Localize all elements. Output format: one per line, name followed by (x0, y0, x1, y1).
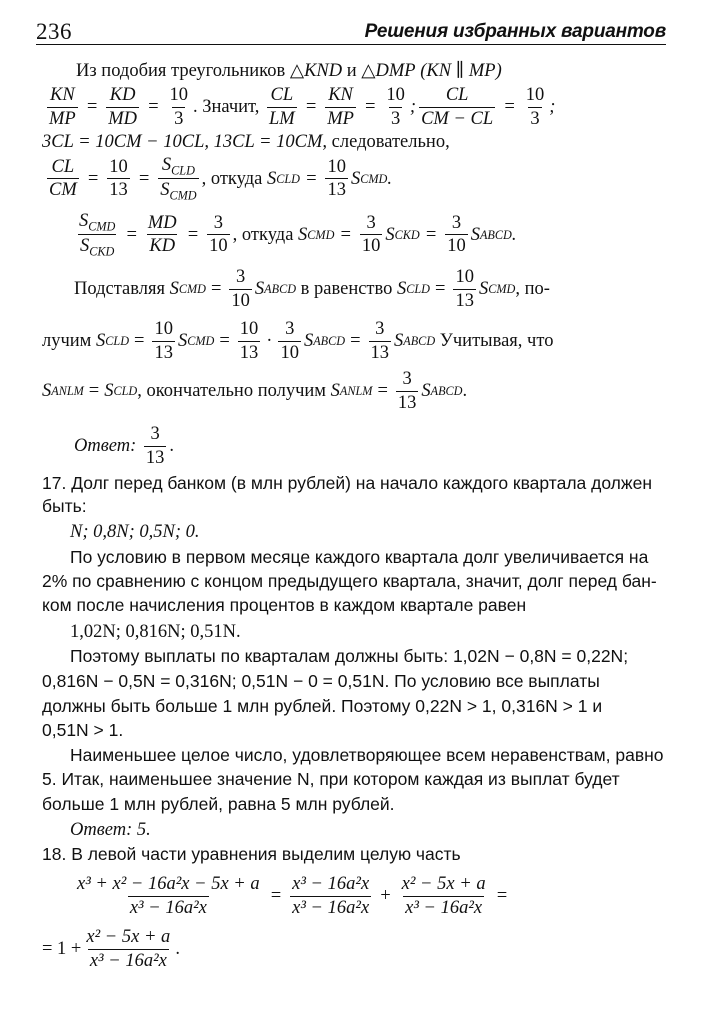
p18-line-3: = 1 + $\frac{\text{x² − 5x + a}}{\text{x³ − 16a²x}}$ . (42, 927, 180, 971)
numerator: 3 (451, 212, 462, 233)
denominator: CM − CL (421, 108, 494, 129)
p16-line-6: Подставляя S CMD = $\frac{3}{10}$ S ABCD в равенство S CLD = $\frac{10}{13}$ S CMD , по- (74, 267, 550, 311)
p16-line-4: $\frac{CL}{CM}$ = $\frac{10}{13}$ = $S_{CLD}$ $S_{CMD}$ , откуда S CLD = $\frac{10}{13}$ S CMD . (49, 155, 392, 203)
numerator: 10 (169, 85, 188, 105)
numerator: x² − 5x + a (401, 874, 486, 894)
text: Учитывая, что (439, 330, 554, 351)
text: в равенство (300, 278, 393, 299)
denominator: LM (269, 108, 295, 129)
answer-label: Ответ: (74, 435, 137, 456)
fraction (84, 928, 172, 970)
numerator: 3 (366, 212, 376, 233)
text: , откуда (232, 224, 294, 245)
fraction (267, 86, 297, 128)
triangle-dmp: △DMP (361, 61, 416, 81)
numerator: x³ + x² − 16a²x − 5x + a (77, 874, 260, 894)
denominator: $S_{CMD}$ (160, 180, 197, 203)
denominator: 13 (397, 392, 417, 413)
denominator: 3 (530, 108, 540, 129)
fraction (47, 158, 79, 200)
text: , окончательно получим (137, 380, 327, 401)
numerator: 10 (154, 319, 173, 339)
p17-line-11: 0,51N > 1. (42, 720, 124, 740)
page-number: 236 (36, 19, 72, 44)
denominator: 13 (327, 180, 346, 201)
denominator: 13 (145, 447, 165, 468)
numerator: CL (51, 156, 75, 177)
text: и (346, 61, 357, 81)
denominator: 13 (239, 342, 259, 363)
denominator: x³ − 16a²x (292, 897, 370, 918)
numerator: 10 (239, 319, 259, 339)
denominator: 13 (455, 290, 474, 311)
fraction (325, 158, 348, 200)
numerator: $S_{CMD}$ (79, 211, 116, 234)
p17-line-7: 1,02N; 0,816N; 0,51N. (70, 622, 241, 642)
denominator: $S_{CKD}$ (80, 236, 115, 259)
page-header (36, 14, 666, 45)
numerator: CL (270, 85, 294, 105)
fraction (152, 320, 175, 362)
p17-line-2: быть: (42, 496, 87, 516)
p17-line-13: 5. Итак, наименьшее значение N, при котором каждая из выплат будет (42, 769, 620, 789)
numerator: MD (147, 212, 177, 233)
denominator: 13 (370, 342, 390, 363)
running-title: Решения избранных вариантов (364, 21, 666, 42)
text: лучим (42, 330, 92, 351)
fraction (158, 156, 198, 202)
numerator: 3 (150, 424, 160, 444)
text: = 1 + (42, 938, 82, 959)
numerator: 10 (386, 85, 405, 105)
fraction (107, 158, 130, 200)
p17-line-9: 0,816N − 0,5N = 0,316N; 0,51N − 0 = 0,51N. По условию все выплаты (42, 671, 600, 691)
denominator: 10 (361, 236, 381, 257)
numerator: KD (109, 85, 136, 105)
fraction (106, 86, 139, 128)
p16-answer: Ответ: $\frac{3}{13}$ . (74, 424, 174, 468)
fraction (167, 86, 190, 128)
fraction (325, 86, 356, 128)
fraction (290, 875, 371, 917)
numerator: 3 (285, 319, 295, 339)
fraction (278, 320, 301, 362)
fraction (229, 268, 252, 310)
p17-line-10: должны быть больше 1 млн рублей. Поэтому 0,22N > 1, 0,316N > 1 и (42, 696, 603, 716)
p17-answer: Ответ: 5. (70, 820, 151, 840)
fraction (524, 86, 547, 128)
numerator: KN (328, 85, 353, 105)
denominator: 3 (174, 108, 184, 129)
denominator: 10 (280, 342, 299, 363)
p16-line-7: лучим S CLD = $\frac{10}{13}$ S CMD = $\frac{10}{13}$ · $\frac{3}{10}$ S ABCD = $\frac{3}{13}$ S ABCD Учитывая, что (42, 319, 554, 363)
numerator: x³ − 16a²x (292, 874, 370, 894)
numerator: KN (50, 85, 75, 105)
denominator: x³ − 16a²x (405, 897, 483, 918)
p16-line-2: $\frac{KN}{MP}$ = $\frac{KD}{MD}$ = $\frac{10}{3}$ . Значит, $\frac{CL}{LM}$ = $\frac{KN}{MP}$ = $\frac{10}{3}$ ; $\frac{CL}{CM - CL}$ = $\frac{10}{3}$ ; (49, 85, 556, 129)
fraction (360, 214, 383, 256)
fraction (238, 320, 261, 362)
numerator: 3 (213, 212, 223, 233)
numerator: 10 (327, 156, 346, 177)
numerator: 10 (525, 85, 545, 105)
denominator: 13 (154, 342, 173, 363)
p18-line-2: $\frac{\text{x³ + x² − 16a²x − 5x + a}}{\text{x³ − 16a²x}}$ = $\frac{\text{x³ − 16a²x}}{\text{x³ − 16a²x}}$ + $\frac{\text{x² − 5x + a}}{\text{x³ − 16a²x}}$ = (77, 874, 509, 918)
fraction (75, 875, 262, 917)
p16-line-1 (76, 62, 502, 81)
fraction (47, 86, 78, 128)
p18-line-1: 18. В левой части уравнения выделим целую часть (42, 844, 461, 864)
text: Подставляя (74, 278, 165, 299)
numerator: 3 (402, 369, 412, 389)
denominator: CM (49, 180, 77, 201)
triangle-knd: △KND (289, 61, 343, 81)
numerator: 10 (455, 267, 474, 287)
numerator: 10 (109, 156, 128, 177)
fraction (146, 214, 179, 256)
p17-line-5: 2% по сравнению с концом предыдущего квартала, значит, долг перед бан- (42, 571, 657, 591)
numerator: $S_{CLD}$ (161, 155, 195, 178)
denominator: x³ − 16a²x (89, 950, 167, 971)
p16-line-3 (42, 133, 450, 152)
denominator: 3 (391, 108, 401, 129)
p17-line-6: ком после начисления процентов в каждом квартале равен (42, 595, 527, 615)
p17-line-4: По условию в первом месяце каждого квартала долг увеличивается на (70, 547, 649, 567)
fraction (400, 875, 488, 917)
p16-line-5: $S_{CMD}$ $S_{CKD}$ = $\frac{MD}{KD}$ = $\frac{3}{10}$ , откуда S CMD = $\frac{3}{10}$ S CKD = $\frac{3}{10}$ S ABCD . (79, 211, 517, 259)
denominator: MD (108, 108, 137, 129)
text: . Значит, (192, 96, 260, 117)
fraction (144, 425, 167, 467)
fraction (384, 86, 407, 128)
denominator: 10 (209, 236, 228, 257)
text: Из подобия треугольников (76, 61, 286, 81)
p17-line-8: Поэтому выплаты по кварталам должны быть: 1,02N − 0,8N = 0,22N; (70, 646, 629, 666)
denominator: KD (149, 236, 176, 257)
p17-line-1: 17. Долг перед банком (в млн рублей) на начало каждого квартала должен (42, 473, 652, 493)
fraction (445, 214, 468, 256)
p16-line-8: S ANLM = S CLD , окончательно получим S ANLM = $\frac{3}{13}$ S ABCD . (42, 369, 468, 413)
numerator: 3 (236, 267, 246, 287)
fraction (396, 370, 419, 412)
numerator: CL (445, 85, 469, 105)
p17-line-12: Наименьшее целое число, удовлетворяющее всем неравенствам, равно (70, 745, 664, 765)
text: , откуда (201, 168, 263, 189)
denominator: 10 (447, 236, 466, 257)
numerator: 3 (375, 319, 385, 339)
numerator: x² − 5x + a (86, 927, 171, 947)
text: , по- (515, 278, 550, 299)
fraction (453, 268, 476, 310)
fraction (419, 86, 495, 128)
denominator: MP (49, 108, 76, 129)
fraction (77, 212, 117, 258)
text: следовательно, (331, 132, 450, 152)
denominator: 10 (231, 290, 250, 311)
fraction (207, 214, 230, 256)
parallel-note: (KN ∥ MP) (420, 61, 502, 81)
p17-line-3: N; 0,8N; 0,5N; 0. (70, 522, 200, 542)
equation: 3CL = 10CM − 10CL, 13CL = 10CM, (42, 132, 328, 152)
denominator: x³ − 16a²x (129, 897, 207, 918)
denominator: MP (327, 108, 354, 129)
denominator: 13 (109, 180, 128, 201)
fraction (369, 320, 392, 362)
p17-line-14: больше 1 млн рублей, равна 5 млн рублей. (42, 794, 395, 814)
